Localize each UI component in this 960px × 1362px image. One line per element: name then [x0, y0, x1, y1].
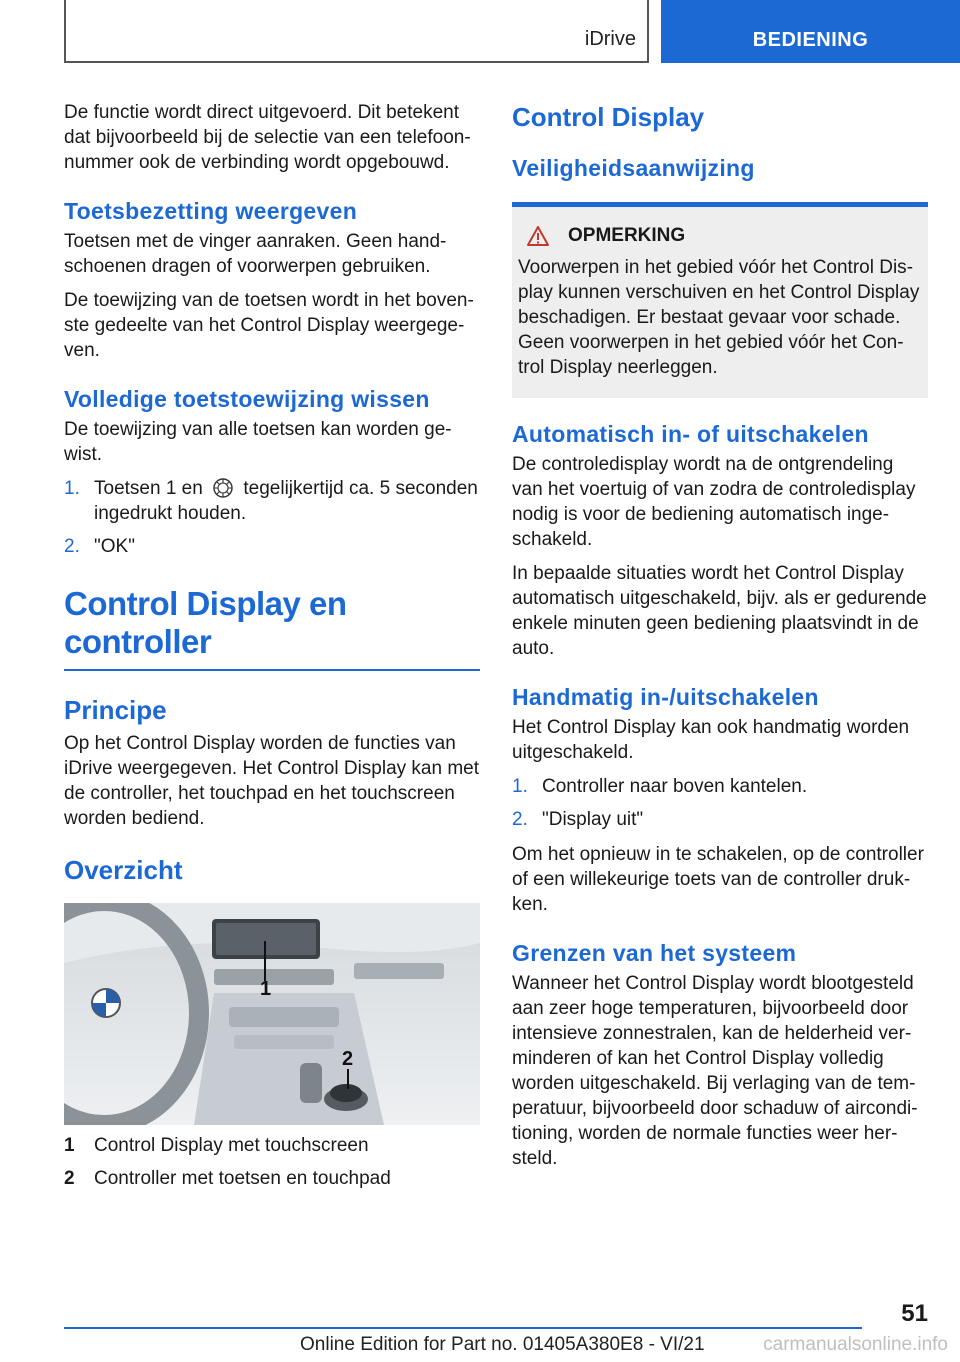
step-number: 2. [512, 809, 528, 830]
hand-step-1 [512, 774, 928, 799]
dashboard-drawing [64, 903, 480, 1125]
step-text: "OK" [94, 536, 135, 557]
auto-paragraph-2: In bepaalde situaties wordt het Control Display automatisch uitgeschakeld, bijv. als er gedurende enkele minuten geen bediening plaatsvindt in de auto. [512, 563, 927, 659]
heading-wissen: Volledige toetstoewijzing wissen [64, 386, 430, 412]
heading-overzicht: Overzicht [64, 855, 183, 885]
wissen-paragraph: De toewijzing van alle toetsen kan worden gewist. [64, 419, 452, 465]
hand-steps [512, 774, 928, 832]
caption-number: 1 [64, 1135, 75, 1156]
principe-paragraph: Op het Control Display worden de functies van iDrive weergegeven. Het Control Display kan met de controller, het touchpad en het touchscreen worden bediend. [64, 733, 480, 829]
intro-paragraph: De functie wordt direct uitgevoerd. Dit betekent dat bijvoorbeeld bij de selectie van een telefoonnummer ook de verbinding wordt opgebouwd. [64, 102, 471, 173]
heading-handmatig: Handmatig in-/uitschakelen [512, 684, 819, 710]
heading-automatisch: Automatisch in- of uitschakelen [512, 421, 869, 447]
header-chapter-tab: BEDIENING [661, 0, 960, 63]
wissen-step-2 [64, 534, 480, 559]
left-column [64, 100, 480, 1191]
heading-principe: Principe [64, 695, 167, 725]
hand-paragraph-2: Om het opnieuw in te schakelen, op de controller of een willekeurige toets van de controller drukken. [512, 844, 924, 915]
callout-2: 2 [342, 1048, 354, 1070]
dashboard-illustration [64, 903, 480, 1125]
warning-text: Voorwerpen in het gebied vóór het Control Display kunnen verschuiven en het Control Display beschadigen. Er bestaat gevaar voor schade. Geen voorwerpen in het gebied vóór het Control Display neerleggen. [518, 257, 920, 378]
warning-triangle-icon [526, 225, 550, 247]
step-number: 1. [512, 776, 528, 797]
header-box [64, 0, 649, 63]
toets-paragraph-1: Toetsen met de vinger aanraken. Geen handschoenen dragen of voorwerpen gebruiken. [64, 231, 447, 277]
step-number: 2. [64, 536, 80, 557]
warning-box [512, 202, 928, 398]
edition-text: Online Edition for Part no. 01405A380E8 - VI/21 [300, 1334, 705, 1355]
footer-divider [64, 1327, 862, 1329]
step-text-before: Toetsen 1 en [94, 478, 203, 499]
star-key-icon [212, 477, 234, 499]
hand-paragraph-1: Het Control Display kan ook handmatig worden uitgeschakeld. [512, 717, 910, 763]
warning-label: OPMERKING [568, 225, 686, 246]
auto-paragraph-1: De controledisplay wordt na de ontgrendeling van het voertuig of van zodra de controledisplay nodig is voor de bediening automatisch ingeschakeld. [512, 454, 916, 550]
caption-text: Controller met toetsen en touchpad [94, 1168, 391, 1189]
watermark-text: carmanualsonline.info [763, 1334, 948, 1355]
header-section-title: iDrive [584, 28, 636, 50]
heading-veiligheid: Veiligheidsaanwijzing [512, 155, 755, 181]
caption-number: 2 [64, 1168, 75, 1189]
heading-grenzen: Grenzen van het systeem [512, 940, 797, 966]
chapter-heading: Control Display en controller [64, 585, 480, 671]
heading-control-display: Control Display [512, 102, 705, 132]
wissen-steps [64, 476, 480, 559]
page-number: 51 [901, 1300, 928, 1327]
hand-step-2 [512, 807, 928, 832]
callout-1: 1 [260, 978, 272, 1000]
step-text-after: tegelijkertijd ca. 5 seconden ingedrukt houden. [94, 478, 478, 524]
wissen-step-1 [64, 476, 480, 526]
figure-caption-1 [64, 1133, 480, 1158]
caption-text: Control Display met touchscreen [94, 1135, 369, 1156]
right-column [512, 100, 928, 1180]
grenzen-paragraph: Wanneer het Control Display wordt blootgesteld aan zeer hoge temperaturen, bijvoorbeeld door intensieve zonnestralen, kan de helderheid verminderen of kan het Control Display volledig worden uitgeschakeld. Bij verlaging van de temperatuur, bijvoorbeeld door schaduw of airconditioning, worden de normale functies weer hersteld. [512, 973, 918, 1169]
step-text: Controller naar boven kantelen. [542, 776, 808, 797]
step-text: "Display uit" [542, 809, 644, 830]
step-number: 1. [64, 478, 80, 499]
heading-toetsbezetting: Toetsbezetting weergeven [64, 198, 358, 224]
figure-caption-2 [64, 1166, 480, 1191]
toets-paragraph-2: De toewijzing van de toetsen wordt in het bovenste gedeelte van het Control Display weergegeven. [64, 290, 474, 361]
